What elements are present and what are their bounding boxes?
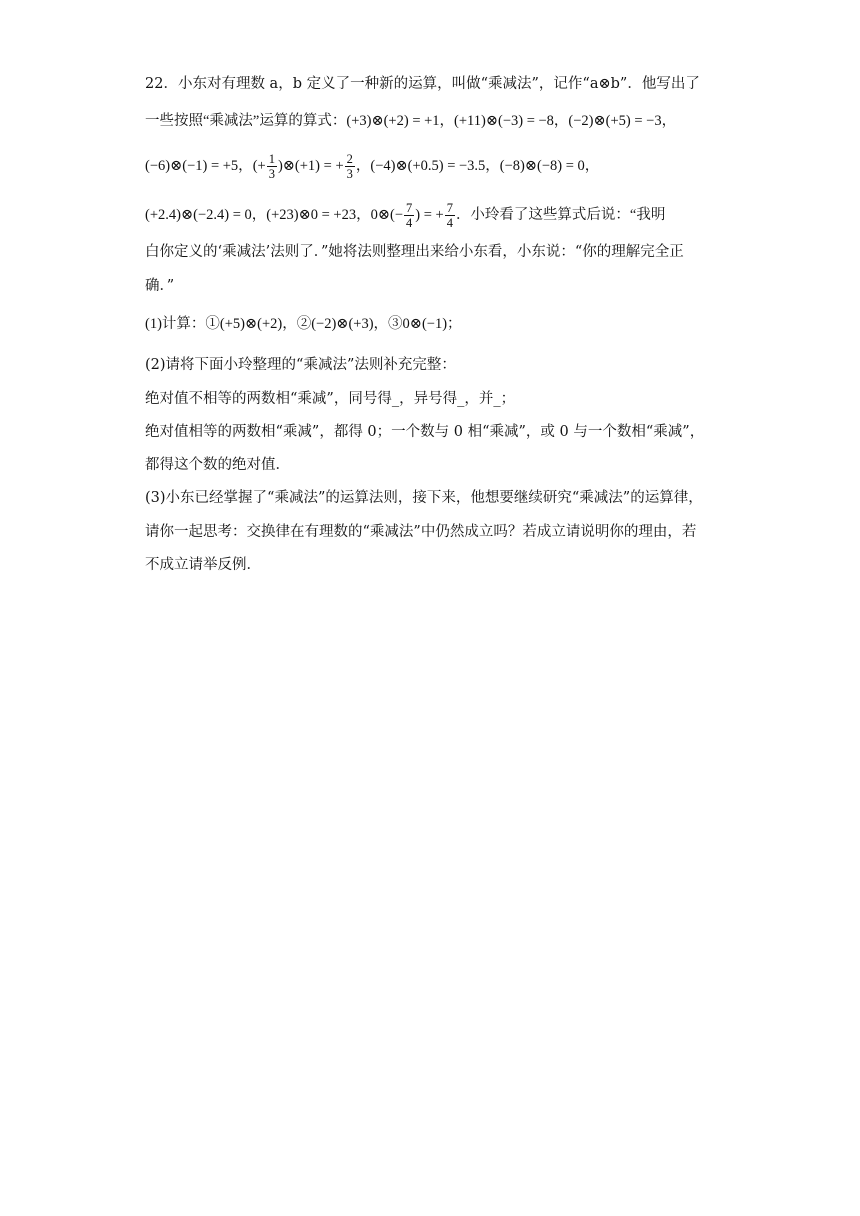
example-4-mid: ) = + bbox=[415, 206, 444, 223]
fraction-seven-fourths-neg bbox=[404, 201, 414, 230]
problem-intro-line-2: 一些按照“乘减法”运算的算式：(+3)⊗(+2) = +1，(+11)⊗(−3) = −8，(−2)⊗(+5) = −3， bbox=[145, 113, 677, 129]
fraction-two-thirds bbox=[345, 152, 355, 181]
problem-text-line-5: 白你定义的‘乘减法’法则了．”她将法则整理出来给小东看，小东说：“你的理解完全正 bbox=[145, 244, 684, 260]
part-3-line-1: (3)小东已经掌握了“乘减法”的运算法则，接下来，他想要继续研究“乘减法”的运算律， bbox=[145, 490, 703, 506]
problem-number: 22 bbox=[145, 76, 164, 92]
example-3: ，(−4)⊗(+0.5) = −3.5，(−8)⊗(−8) = 0， bbox=[355, 157, 600, 174]
fraction-numerator: 1 bbox=[268, 152, 275, 166]
fraction-numerator: 7 bbox=[446, 201, 453, 215]
part-2-rule-2-line-2: 都得这个数的绝对值． bbox=[145, 457, 290, 473]
part-1-question: (1)计算：①(+5)⊗(+2)，②(−2)⊗(+3)，③0⊗(−1)； bbox=[145, 316, 462, 332]
example-2-post: )⊗(+1) = + bbox=[277, 157, 344, 174]
problem-intro-line-1 bbox=[145, 74, 745, 94]
example-4-post: ．小玲看了这些算式后说：“我明 bbox=[455, 206, 666, 223]
part-3-line-2: 请你一起思考：交换律在有理数的“乘减法”中仍然成立吗？若成立请说明你的理由，若 bbox=[145, 524, 697, 540]
fraction-denominator: 4 bbox=[446, 216, 453, 230]
fraction-numerator: 2 bbox=[346, 152, 353, 166]
part-2-title: (2)请将下面小玲整理的“乘减法”法则补充完整： bbox=[145, 357, 456, 373]
problem-intro-text: ．小东对有理数 a，b 定义了一种新的运算，叫做“乘减法”，记作“a⊗b”．他写出了 bbox=[163, 76, 700, 92]
part-3-line-3: 不成立请举反例． bbox=[145, 557, 261, 573]
fraction-one-third bbox=[267, 152, 277, 181]
example-2-pre: (+ bbox=[252, 157, 266, 174]
part-2-rule-2-line-1: 绝对值相等的两数相“乘减”，都得 0；一个数与 0 相“乘减”，或 0 与一个数相“乘减”， bbox=[145, 424, 705, 440]
fraction-denominator: 3 bbox=[346, 167, 353, 181]
problem-text-line-6: 确．” bbox=[145, 278, 175, 294]
fraction-seven-fourths bbox=[445, 201, 455, 230]
fraction-denominator: 4 bbox=[406, 216, 413, 230]
example-1: (−6)⊗(−1) = +5， bbox=[145, 157, 253, 174]
fraction-denominator: 3 bbox=[268, 167, 275, 181]
part-2-rule-1: 绝对值不相等的两数相“乘减”，同号得_，异号得_，并_； bbox=[145, 391, 516, 407]
fraction-numerator: 7 bbox=[406, 201, 413, 215]
example-line-3 bbox=[145, 152, 745, 181]
example-4-pre: (+2.4)⊗(−2.4) = 0，(+23)⊗0 = +23，0⊗(− bbox=[145, 206, 403, 223]
example-line-4 bbox=[145, 201, 745, 230]
